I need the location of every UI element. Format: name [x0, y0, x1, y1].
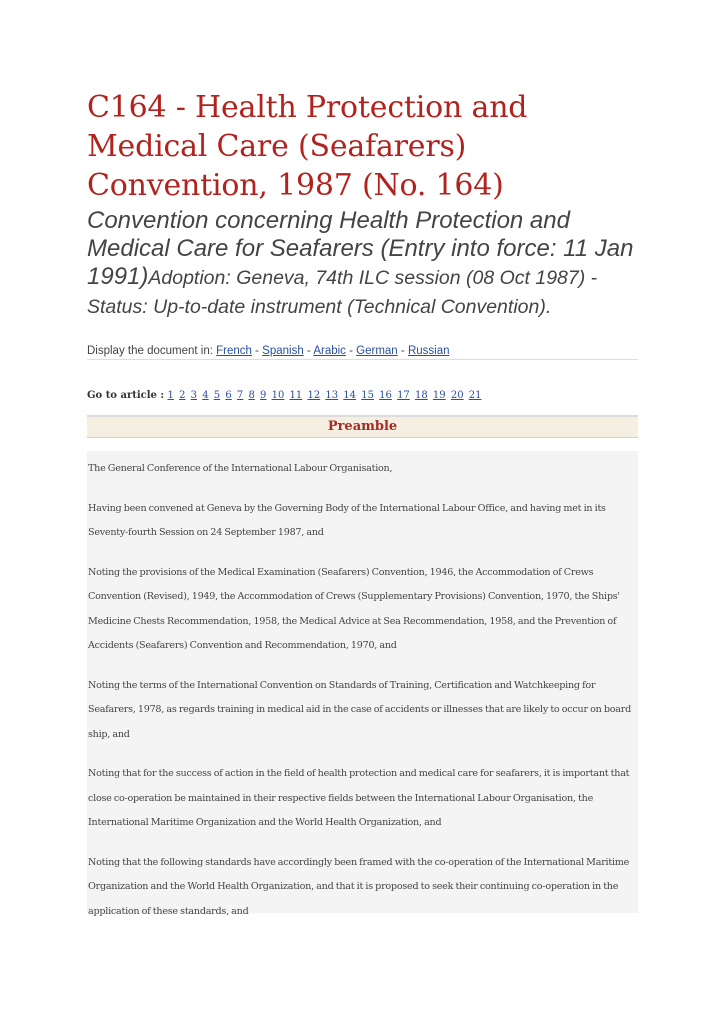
language-label: Display the document in:	[87, 345, 217, 357]
title-line-3: Convention, 1987 (No. 164)	[87, 168, 504, 203]
preamble-paragraph: Noting that the following standards have accordingly been framed with the co-operation of the International Maritime Organization and the World Health Organization, and that it is proposed to seek their continuing co-operation in the application of these standards, and	[88, 856, 630, 917]
article-link-21[interactable]: 21	[468, 390, 482, 401]
language-link-french[interactable]: French	[216, 345, 252, 357]
article-link-14[interactable]: 14	[343, 390, 357, 401]
article-link-4[interactable]: 4	[202, 390, 209, 401]
preamble-paragraph: Noting the terms of the International Convention on Standards of Training, Certification and Watchkeeping for Seafarers, 1978, as regards training in medical aid in the case of accidents or illnesses that are likely to occur on board ship, and	[88, 679, 631, 740]
article-link-20[interactable]: 20	[450, 390, 464, 401]
preamble-paragraph: Noting that for the success of action in the field of health protection and medical care for seafarers, it is important that close co-operation be maintained in their respective fields between the International Labour Organisation, the International Maritime Organization and the World Health Organization, and	[88, 768, 630, 828]
article-navigation	[87, 390, 638, 401]
subtitle-detail: Adoption: Geneva, 74th ILC session (08 Oct 1987) - Status: Up-to-date instrument (Technical Convention).	[87, 267, 598, 318]
separator: -	[397, 345, 408, 357]
article-link-16[interactable]: 16	[379, 390, 392, 401]
page-title	[87, 88, 638, 205]
title-line-2: Medical Care (Seafarers)	[87, 129, 467, 164]
article-links	[168, 390, 484, 401]
separator: -	[345, 345, 357, 357]
language-link-german[interactable]: German	[356, 345, 398, 357]
language-link-spanish[interactable]: Spanish	[262, 345, 304, 357]
preamble-paragraph: Noting the provisions of the Medical Examination (Seafarers) Convention, 1946, the Accommodation of Crews Convention (Revised), 1949, the Accommodation of Crews (Supplementary Provisions) Convention, 1970, the Ships' Medicine Chests Recommendation, 1958, the Medical Advice at Sea Recommendation, 1958, and the Prevention of Accidents (Seafarers) Convention and Recommendation, 1970, and	[88, 566, 620, 651]
language-link-russian[interactable]: Russian	[407, 345, 450, 357]
article-link-18[interactable]: 18	[414, 390, 428, 401]
article-link-3[interactable]: 3	[190, 390, 198, 401]
preamble-paragraph: Having been convened at Geneva by the Governing Body of the International Labour Office, and having met in its Seventy-fourth Session on 24 September 1987, and	[88, 502, 606, 538]
language-link-arabic[interactable]: Arabic	[313, 345, 346, 357]
article-link-5[interactable]: 5	[213, 390, 221, 401]
subtitle	[87, 207, 638, 321]
article-nav-label: Go to article :	[87, 390, 168, 401]
section-heading-preamble: Preamble	[87, 415, 638, 438]
article-link-13[interactable]: 13	[325, 390, 339, 401]
subtitle-main: Convention concerning Health Protection and Medical Care for Seafarers (Entry into force: 11 Jan 1991)	[87, 207, 634, 290]
preamble-paragraph: The General Conference of the International Labour Organisation,	[88, 463, 393, 474]
document-page	[87, 88, 638, 917]
preamble-body	[87, 451, 638, 917]
article-link-8[interactable]: 8	[248, 390, 255, 401]
article-link-19[interactable]: 19	[432, 390, 446, 401]
article-link-10[interactable]: 10	[271, 390, 285, 401]
article-link-7[interactable]: 7	[236, 390, 244, 401]
separator: -	[303, 345, 314, 357]
article-link-2[interactable]: 2	[179, 390, 186, 401]
article-link-17[interactable]: 17	[397, 390, 410, 401]
language-selector	[87, 345, 638, 360]
article-link-11[interactable]: 11	[289, 390, 303, 401]
article-link-6[interactable]: 6	[225, 390, 232, 401]
article-link-1[interactable]: 1	[167, 390, 174, 401]
article-link-15[interactable]: 15	[361, 390, 374, 401]
separator: -	[251, 345, 263, 357]
title-line-1: C164 - Health Protection and	[87, 90, 528, 125]
article-link-9[interactable]: 9	[260, 390, 267, 401]
article-link-12[interactable]: 12	[307, 390, 321, 401]
